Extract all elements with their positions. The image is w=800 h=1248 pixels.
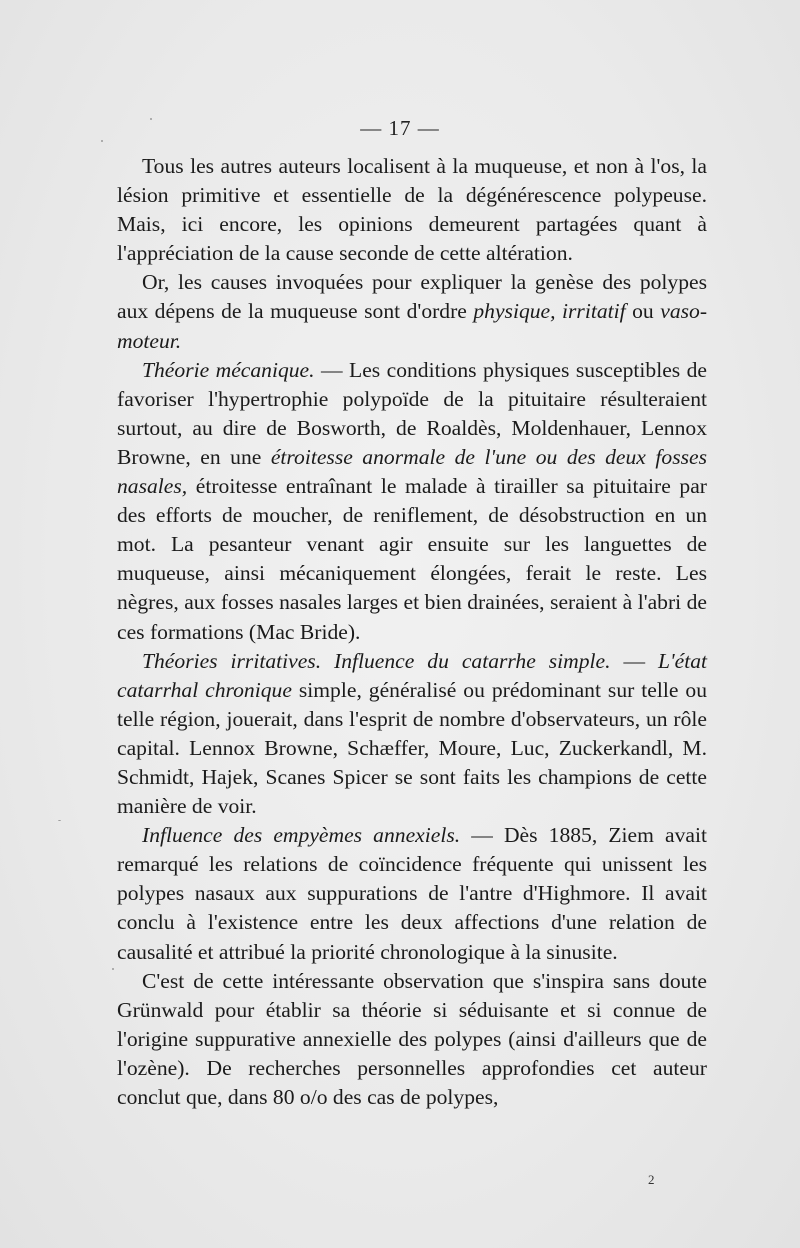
signature-mark: 2 bbox=[648, 1172, 655, 1187]
text-run: — bbox=[610, 648, 658, 673]
text-run: étroitesse entraînant le malade à tirailler sa pituitaire par des efforts de moucher, de reniflement, de désobstruction en un mot. La pesanteur venant agir ensuite sur les languettes de muqueuse, ainsi mécaniquement élongées, ferait le reste. Les nègres, aux fosses nasales larges et bien drainées, seraient à l'abri de ces formations (Mac Bride). bbox=[117, 474, 707, 644]
text-run: ou bbox=[625, 299, 661, 324]
text-run: Tous les autres auteurs localisent à la muqueuse, et non à l'os, la lésion primitive et essentielle de la dégénérescence polypeuse. Mais, ici encore, les opinions demeurent partagées quant à l'appréciation de la cause seconde de cette altération. bbox=[117, 154, 707, 266]
text-run: — Dès 1885, Ziem avait remarqué les relations de coïncidence fréquente qui unissent les polypes nasaux aux suppurations de l'antre d'Highmore. Il avait conclu à l'existence entre les deux affections d'une relation de causalité et attribué la priorité chronologique à la sinusite. bbox=[117, 823, 708, 964]
paper-speck bbox=[112, 968, 114, 970]
paper-speck bbox=[58, 820, 61, 821]
text-run: C'est de cette intéressante observation que s'inspira sans doute Grünwald pour établir sa théorie si séduisante et si connue de l'origine suppurative annexielle des polypes (ainsi d'ailleurs que de l'ozène). De recherches personnelles approfondies cet auteur conclut que, dans 80 o/o des cas de polypes, bbox=[117, 968, 707, 1109]
italic-run: L'état catarrhal chronique bbox=[117, 648, 707, 702]
body-text bbox=[117, 152, 707, 1112]
text-run: simple, généralisé ou prédominant sur telle ou telle région, jouerait, dans l'esprit de nombre d'observateurs, un rôle capital. Lennox Browne, Schæffer, Moure, Luc, Zuckerkandl, M. Schmidt, Hajek, Scanes Spicer se sont faits les champions de cette manière de voir. bbox=[117, 677, 707, 819]
paragraph bbox=[117, 967, 707, 1112]
italic-run: vaso-moteur. bbox=[117, 299, 708, 353]
italic-run: Théories irritatives. Influence du catarrhe simple. bbox=[142, 648, 611, 673]
italic-run: Influence des empyèmes annexiels. bbox=[142, 823, 461, 848]
text-run: — Les conditions physiques susceptibles de favoriser l'hypertrophie polypoïde de la pituitaire résulteraient surtout, au dire de Bosworth, de Roaldès, Moldenhauer, Lennox Browne, en une bbox=[117, 357, 707, 469]
paragraph bbox=[117, 268, 707, 355]
paper-speck bbox=[101, 140, 103, 142]
paragraph bbox=[117, 152, 707, 268]
paragraph bbox=[117, 821, 707, 966]
italic-run: Théorie mécanique. bbox=[142, 357, 315, 382]
paper-speck bbox=[150, 118, 152, 120]
text-run: Or, les causes invoquées pour expliquer la genèse des polypes aux dépens de la muqueuse sont d'ordre bbox=[117, 270, 707, 324]
italic-run: physique, irritatif bbox=[473, 299, 626, 324]
paragraph bbox=[117, 647, 707, 822]
page-number: — 17 — bbox=[360, 116, 440, 140]
paragraph bbox=[117, 356, 707, 647]
italic-run: étroitesse anormale de l'une ou des deux fosses nasales, bbox=[117, 444, 707, 499]
